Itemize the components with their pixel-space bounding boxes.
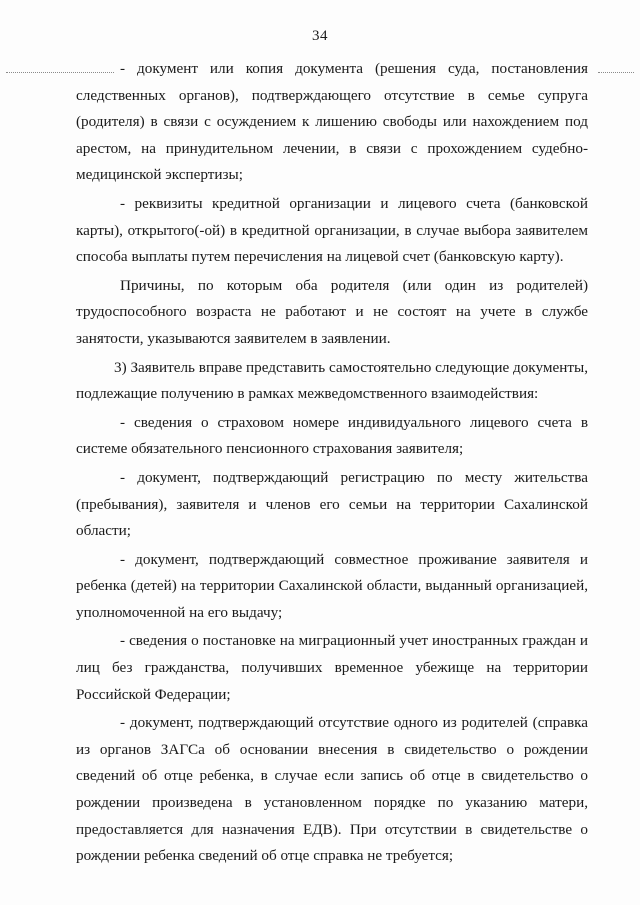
paragraph-court-decision: - документ или копия документа (решения суда, постановления следственных органов), подтверждающего отсутствие в семье супруга (родителя) в связи с осуждением к лишению свободы или нахождением под арестом, на принудительном лечении, в связи с прохождением судебно-медицинской экспертизы; (76, 60, 588, 184)
scan-artifact-right (598, 72, 634, 74)
list-item-cohabitation: - документ, подтверждающий совместное проживание заявителя и ребенка (детей) на территории Сахалинской области, выданный организацией, уполномоченной на его выдачу; (76, 550, 588, 621)
paragraph-unemployment-reasons: Причины, по которым оба родителя (или один из родителей) трудоспособного возраста не работают и не состоят на учете в службе занятости, указываются заявителем в заявлении. (76, 276, 588, 347)
list-item-parent-absence: - документ, подтверждающий отсутствие одного из родителей (справка из органов ЗАГСа об основании внесения в свидетельство о рождении сведений об отце ребенка, в случае если запись об отце в свидетельство о рождении произведена в установленном порядке по указанию матери, предоставляется для назначения ЕДВ). При отсутствии в свидетельстве о рождении ребенка сведений об отце справка не требуется; (76, 714, 588, 865)
list-item-registration: - документ, подтверждающий регистрацию по месту жительства (пребывания), заявителя и членов его семьи на территории Сахалинской области; (76, 468, 588, 540)
list-item-migration: - сведения о постановке на миграционный учет иностранных граждан и лиц без гражданства, получивших временное убежище на территории Российской Федерации; (76, 632, 588, 703)
paragraph-bank-details: - реквизиты кредитной организации и лицевого счета (банковской карты), открытого(-ой) в кредитной организации, в случае выбора заявителем способа выплаты путем перечисления на лицевой счет (банковскую карту). (76, 194, 588, 266)
document-body (76, 56, 588, 870)
list-item-snils: - сведения о страховом номере индивидуального лицевого счета в системе обязательного пенсионного страхования заявителя; (76, 413, 588, 458)
page-number: 34 (312, 28, 328, 44)
paragraph-optional-documents: 3) Заявитель вправе представить самостоятельно следующие документы, подлежащие получению в рамках межведомственного взаимодействия: (76, 358, 588, 403)
